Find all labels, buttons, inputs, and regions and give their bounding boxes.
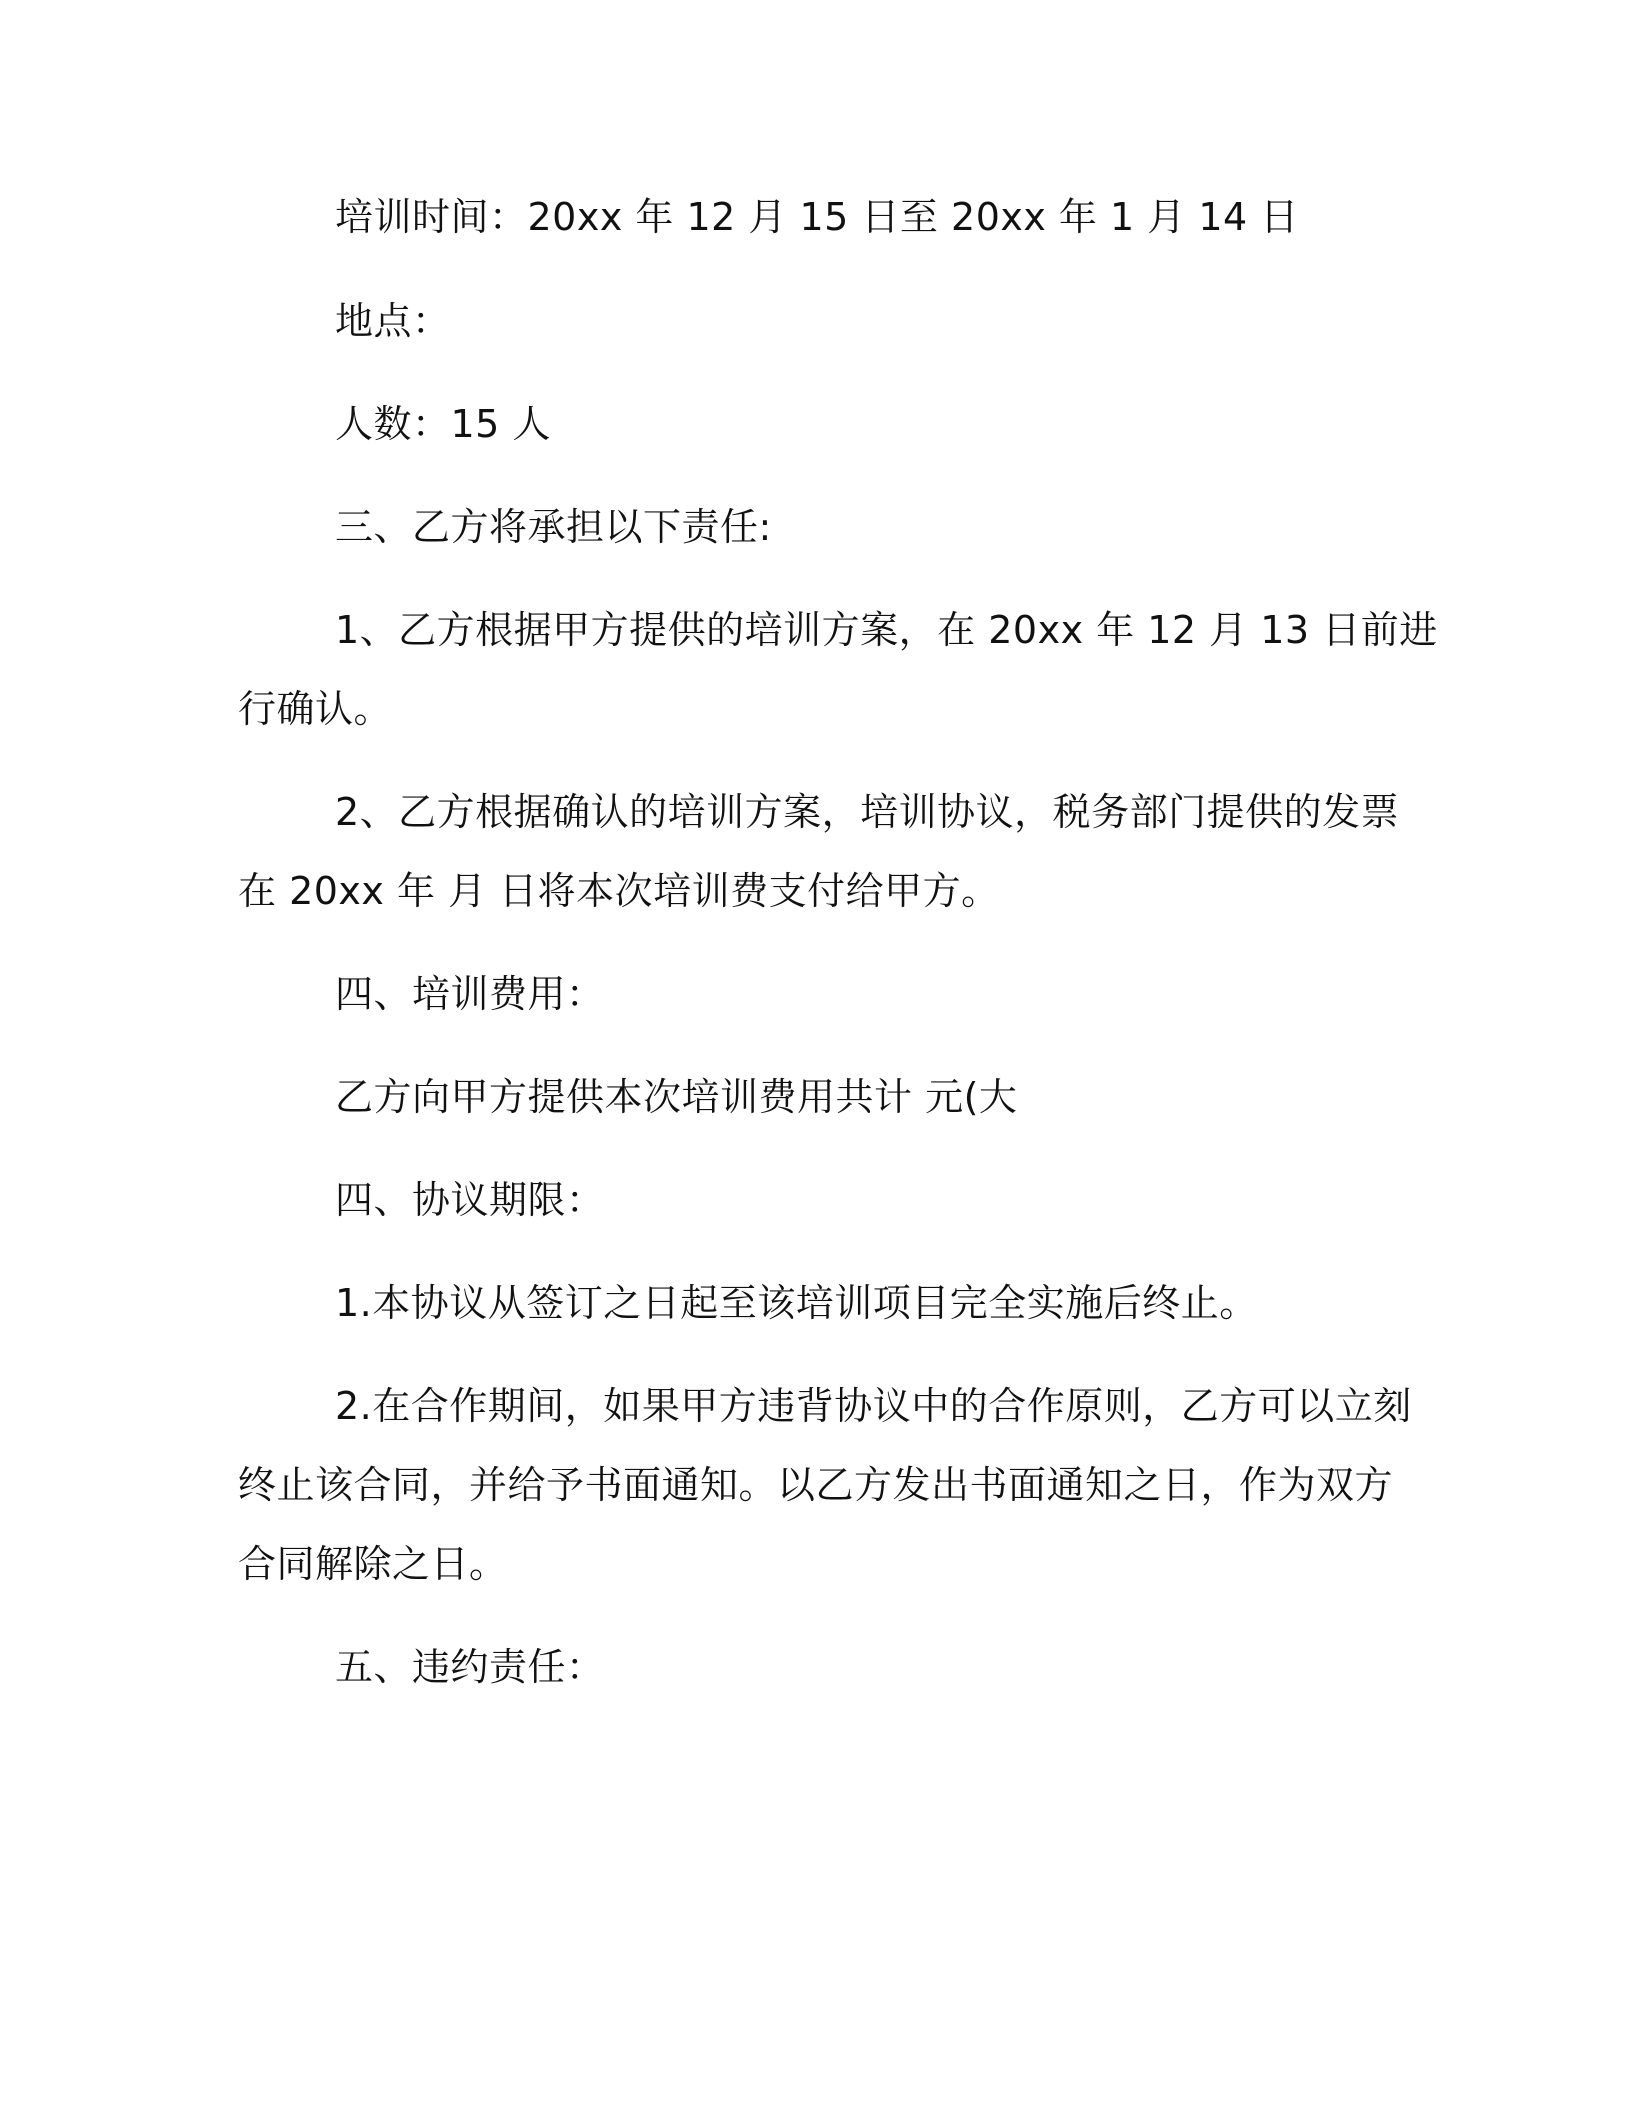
location-line: 地点：: [335, 299, 451, 343]
clause-3-2-line-2: 在 20xx 年 月 日将本次培训费支付给甲方。: [238, 869, 1000, 913]
training-time-line: 培训时间：20xx 年 12 月 15 日至 20xx 年 1 月 14 日: [335, 195, 1299, 239]
headcount-line: 人数：15 人: [335, 402, 551, 446]
clause-3-1-line-2: 行确认。: [238, 687, 393, 731]
section-four-term-heading: 四、协议期限：: [335, 1178, 605, 1222]
clause-3-2-line-1: 2、乙方根据确认的培训方案，培训协议，税务部门提供的发票: [335, 790, 1400, 834]
fee-line: 乙方向甲方提供本次培训费用共计 元(大: [335, 1075, 1018, 1119]
section-five-heading: 五、违约责任：: [335, 1645, 605, 1689]
term-clause-2-line-2: 终止该合同，并给予书面通知。以乙方发出书面通知之日，作为双方: [238, 1463, 1394, 1507]
section-four-fee-heading: 四、培训费用：: [335, 972, 605, 1016]
clause-3-1-line-1: 1、乙方根据甲方提供的培训方案，在 20xx 年 12 月 13 日前进: [335, 608, 1438, 652]
term-clause-2-line-1: 2.在合作期间，如果甲方违背协议中的合作原则，乙方可以立刻: [335, 1384, 1412, 1428]
term-clause-2-line-3: 合同解除之日。: [238, 1542, 508, 1586]
section-three-heading: 三、乙方将承担以下责任:: [335, 505, 772, 549]
term-clause-1: 1.本协议从签订之日起至该培训项目完全实施后终止。: [335, 1281, 1258, 1325]
